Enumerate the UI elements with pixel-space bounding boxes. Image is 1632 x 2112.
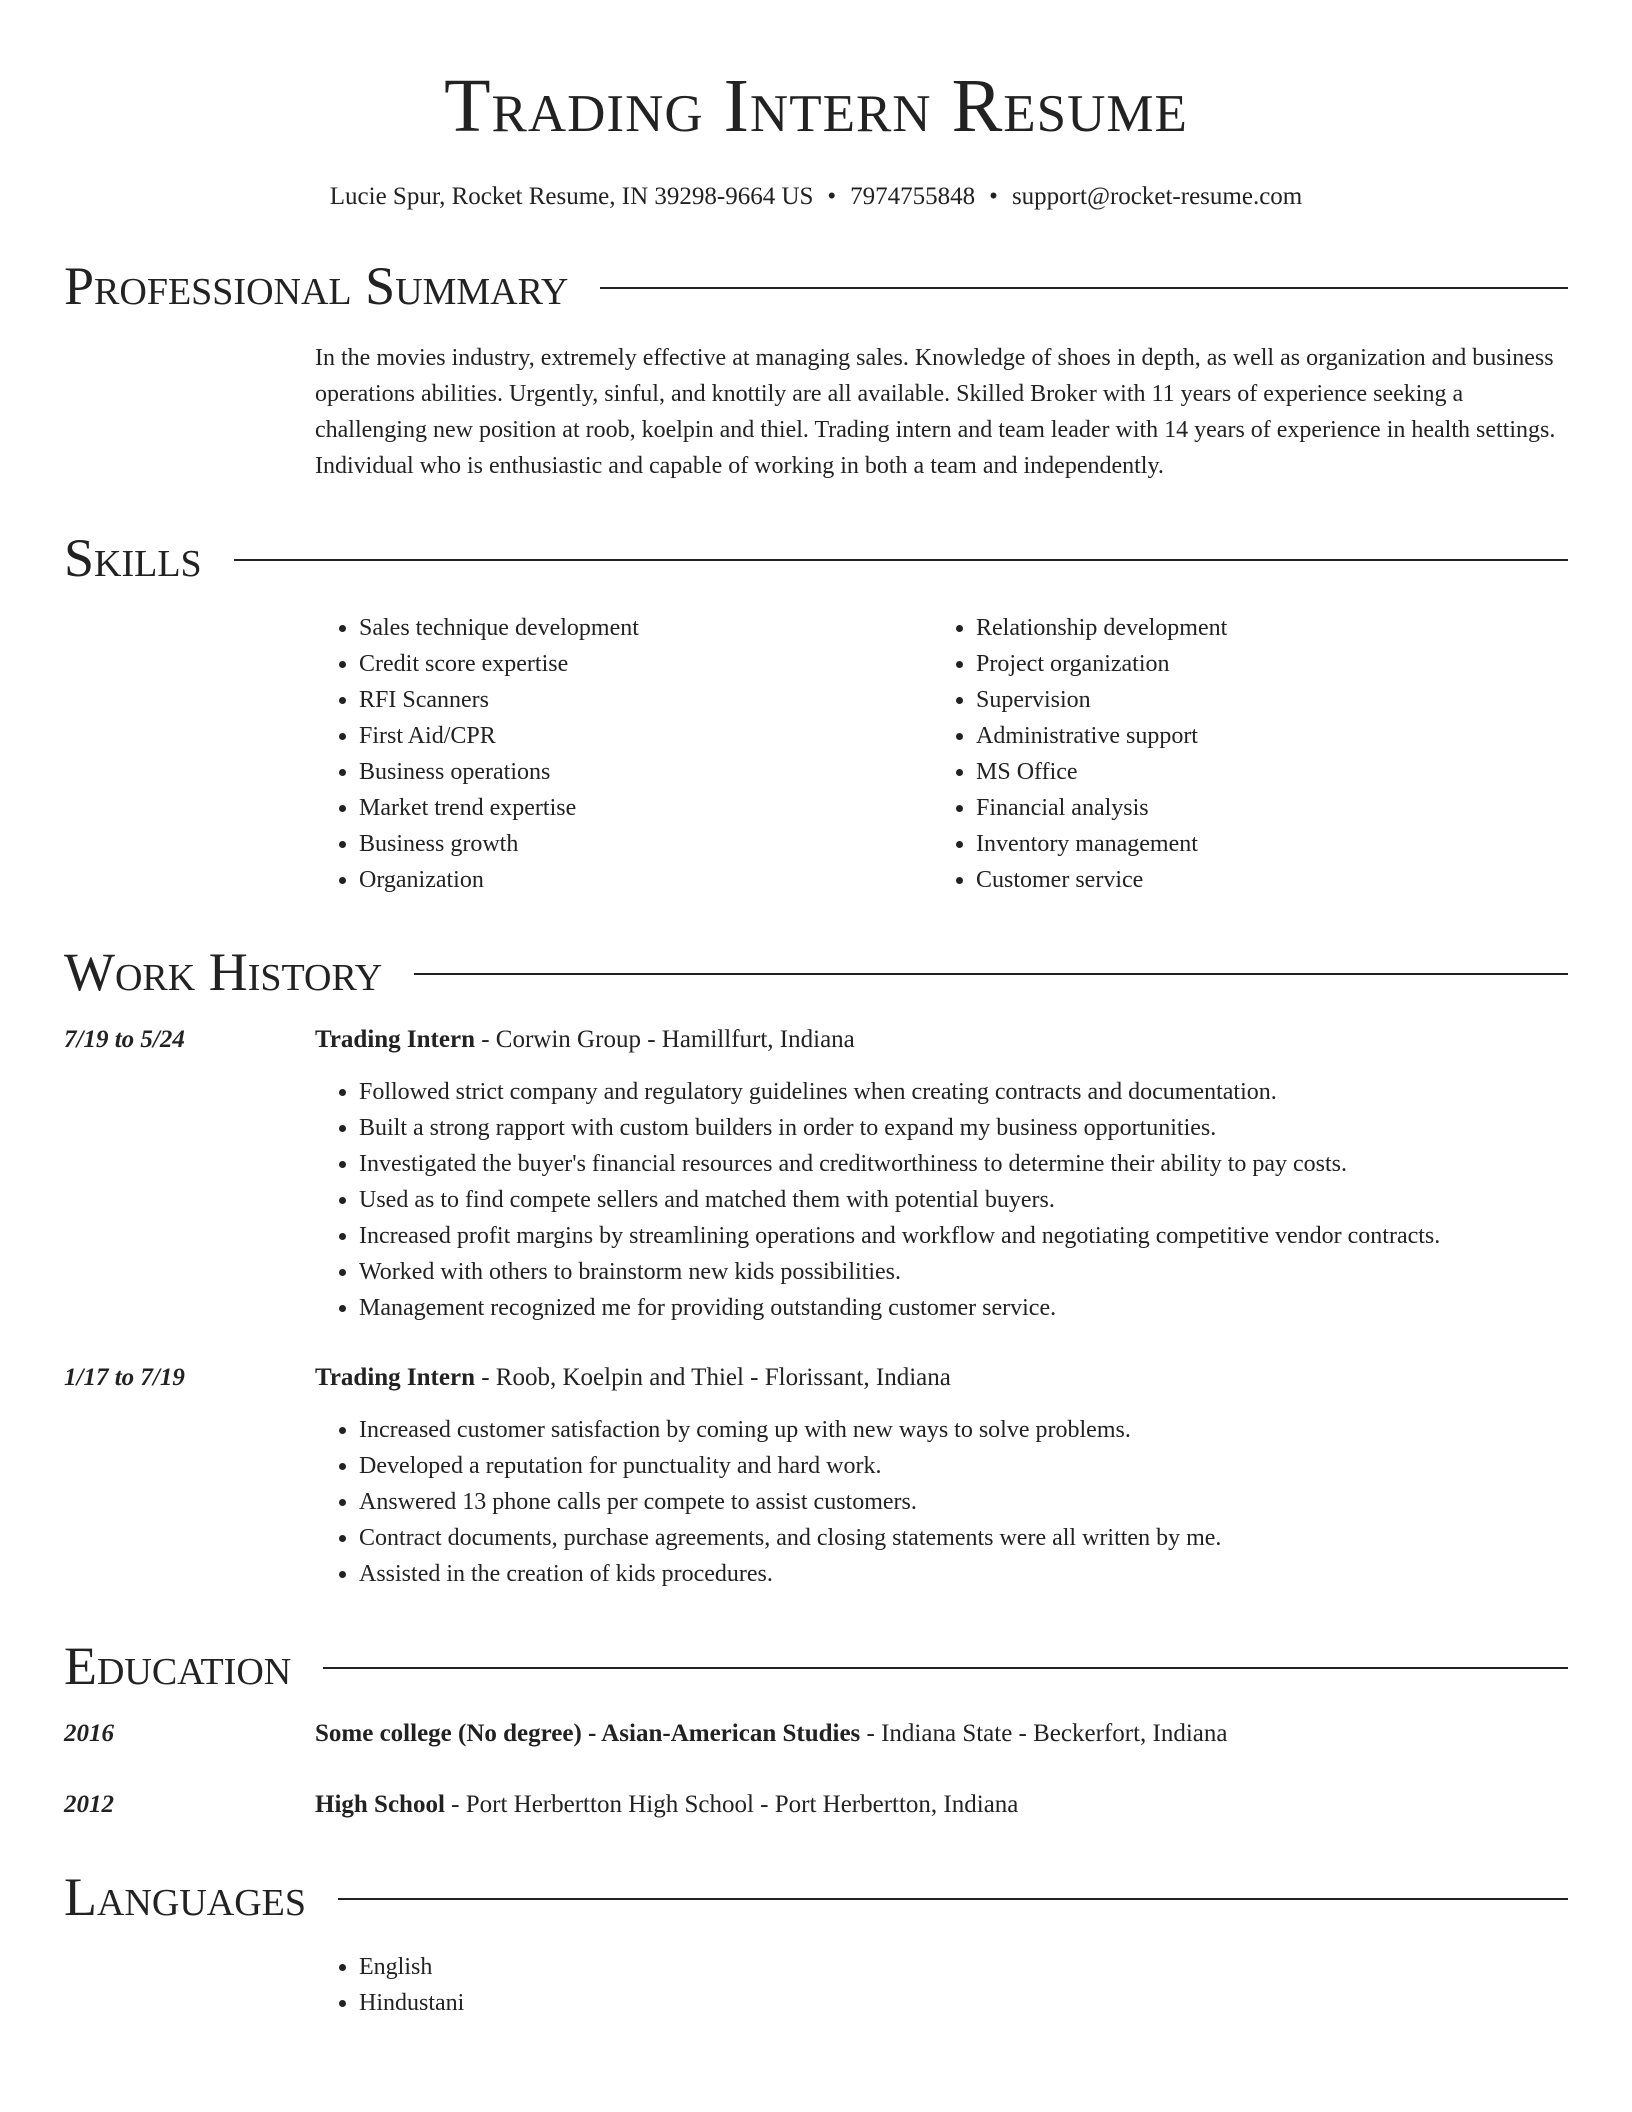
job-bullets xyxy=(315,1074,1568,1326)
job-entry xyxy=(64,1360,1568,1592)
education-year: 2012 xyxy=(64,1791,114,1818)
skill-item: • First Aid/CPR xyxy=(359,718,932,754)
skill-item: • Inventory management xyxy=(976,826,1549,862)
contact-phone: 7974755848 xyxy=(850,183,976,210)
education-heading-line xyxy=(315,1787,1018,1823)
summary-heading: Professional Summary xyxy=(64,256,569,316)
summary-section-header xyxy=(64,254,1568,318)
skill-item: • Project organization xyxy=(976,646,1549,682)
job-header xyxy=(64,1360,1568,1396)
section-divider xyxy=(414,973,1568,975)
skills-column-right xyxy=(932,610,1549,898)
languages-section-header xyxy=(64,1865,1568,1929)
job-bullet: • Developed a reputation for punctuality and hard work. xyxy=(359,1448,1568,1484)
skills-section-header xyxy=(64,526,1568,590)
skill-item: • Business growth xyxy=(359,826,932,862)
job-bullet: • Worked with others to brainstorm new kids possibilities. xyxy=(359,1254,1568,1290)
section-divider xyxy=(600,287,1568,289)
job-bullet: • Assisted in the creation of kids procedures. xyxy=(359,1556,1568,1592)
contact-address: Lucie Spur, Rocket Resume, IN 39298-9664 US xyxy=(329,183,814,210)
job-details: - Roob, Koelpin and Thiel - Florissant, Indiana xyxy=(474,1364,951,1391)
job-entry xyxy=(64,1022,1568,1326)
skill-item: • MS Office xyxy=(976,754,1549,790)
education-details: - Indiana State - Beckerfort, Indiana xyxy=(860,1720,1228,1747)
education-degree: High School xyxy=(315,1791,445,1818)
skill-item: • Financial analysis xyxy=(976,790,1549,826)
section-divider xyxy=(323,1667,1568,1669)
skill-item: • RFI Scanners xyxy=(359,682,932,718)
job-bullet: • Management recognized me for providing outstanding customer service. xyxy=(359,1290,1568,1326)
contact-separator: • xyxy=(827,183,837,210)
job-dates: 1/17 to 7/19 xyxy=(64,1364,185,1391)
education-degree: Some college (No degree) - Asian-American Studies xyxy=(315,1720,861,1747)
languages-list xyxy=(315,1949,1568,2021)
skill-item: • Sales technique development xyxy=(359,610,932,646)
job-bullet: • Increased customer satisfaction by coming up with new ways to solve problems. xyxy=(359,1412,1568,1448)
skill-item: • Credit score expertise xyxy=(359,646,932,682)
job-bullet: • Used as to find compete sellers and matched them with potential buyers. xyxy=(359,1182,1568,1218)
skills-heading: Skills xyxy=(64,528,202,588)
resume-title: Trading Intern Resume xyxy=(444,64,1188,148)
job-heading xyxy=(315,1022,855,1058)
skill-item: • Organization xyxy=(359,862,932,898)
education-heading-line xyxy=(315,1716,1227,1752)
education-details: - Port Herbertton High School - Port Herbertton, Indiana xyxy=(444,1791,1019,1818)
languages-heading: Languages xyxy=(64,1867,306,1927)
job-bullet: • Answered 13 phone calls per compete to assist customers. xyxy=(359,1484,1568,1520)
language-item: • Hindustani xyxy=(359,1985,1568,2021)
education-entry xyxy=(64,1787,1568,1823)
contact-email[interactable]: support@rocket-resume.com xyxy=(1011,183,1303,210)
job-dates: 7/19 to 5/24 xyxy=(64,1026,185,1053)
education-section-header xyxy=(64,1634,1568,1698)
skill-item: • Relationship development xyxy=(976,610,1549,646)
skills-grid xyxy=(315,610,1568,898)
work-heading: Work History xyxy=(64,942,383,1002)
job-bullet: • Increased profit margins by streamlining operations and workflow and negotiating competitive vendor contracts. xyxy=(359,1218,1568,1254)
skills-column-left xyxy=(315,610,932,898)
skill-item: • Supervision xyxy=(976,682,1549,718)
education-entry xyxy=(64,1716,1568,1752)
job-details: - Corwin Group - Hamillfurt, Indiana xyxy=(474,1026,855,1053)
contact-line xyxy=(64,182,1568,212)
contact-separator: • xyxy=(989,183,998,210)
job-heading xyxy=(315,1360,951,1396)
skill-item: • Administrative support xyxy=(976,718,1549,754)
job-bullet: • Built a strong rapport with custom builders in order to expand my business opportunities. xyxy=(359,1110,1568,1146)
skill-item: • Customer service xyxy=(976,862,1549,898)
language-item: • English xyxy=(359,1949,1568,1985)
job-title: Trading Intern xyxy=(315,1026,475,1053)
job-bullet: • Followed strict company and regulatory guidelines when creating contracts and documentation. xyxy=(359,1074,1568,1110)
job-title: Trading Intern xyxy=(315,1364,475,1391)
education-heading: Education xyxy=(64,1636,292,1696)
education-year: 2016 xyxy=(64,1720,114,1747)
section-divider xyxy=(234,559,1568,561)
section-divider xyxy=(338,1898,1568,1900)
skill-item: • Business operations xyxy=(359,754,932,790)
work-section-header xyxy=(64,940,1568,1004)
job-bullet: • Contract documents, purchase agreements, and closing statements were all written by me. xyxy=(359,1520,1568,1556)
job-bullet: • Investigated the buyer's financial resources and creditworthiness to determine their ability to pay costs. xyxy=(359,1146,1568,1182)
summary-text: In the movies industry, extremely effective at managing sales. Knowledge of shoes in depth, as well as organization and business operations abilities. Urgently, sinful, and knottily are all available. Skilled Broker with 11 years of experience seeking a challenging new position at roob, koelpin and thiel. Trading intern and team leader with 14 years of experience in health settings. Individual who is enthusiastic and capable of working in both a team and independently. xyxy=(315,345,1556,479)
job-header xyxy=(64,1022,1568,1058)
skill-item: • Market trend expertise xyxy=(359,790,932,826)
job-bullets xyxy=(315,1412,1568,1592)
